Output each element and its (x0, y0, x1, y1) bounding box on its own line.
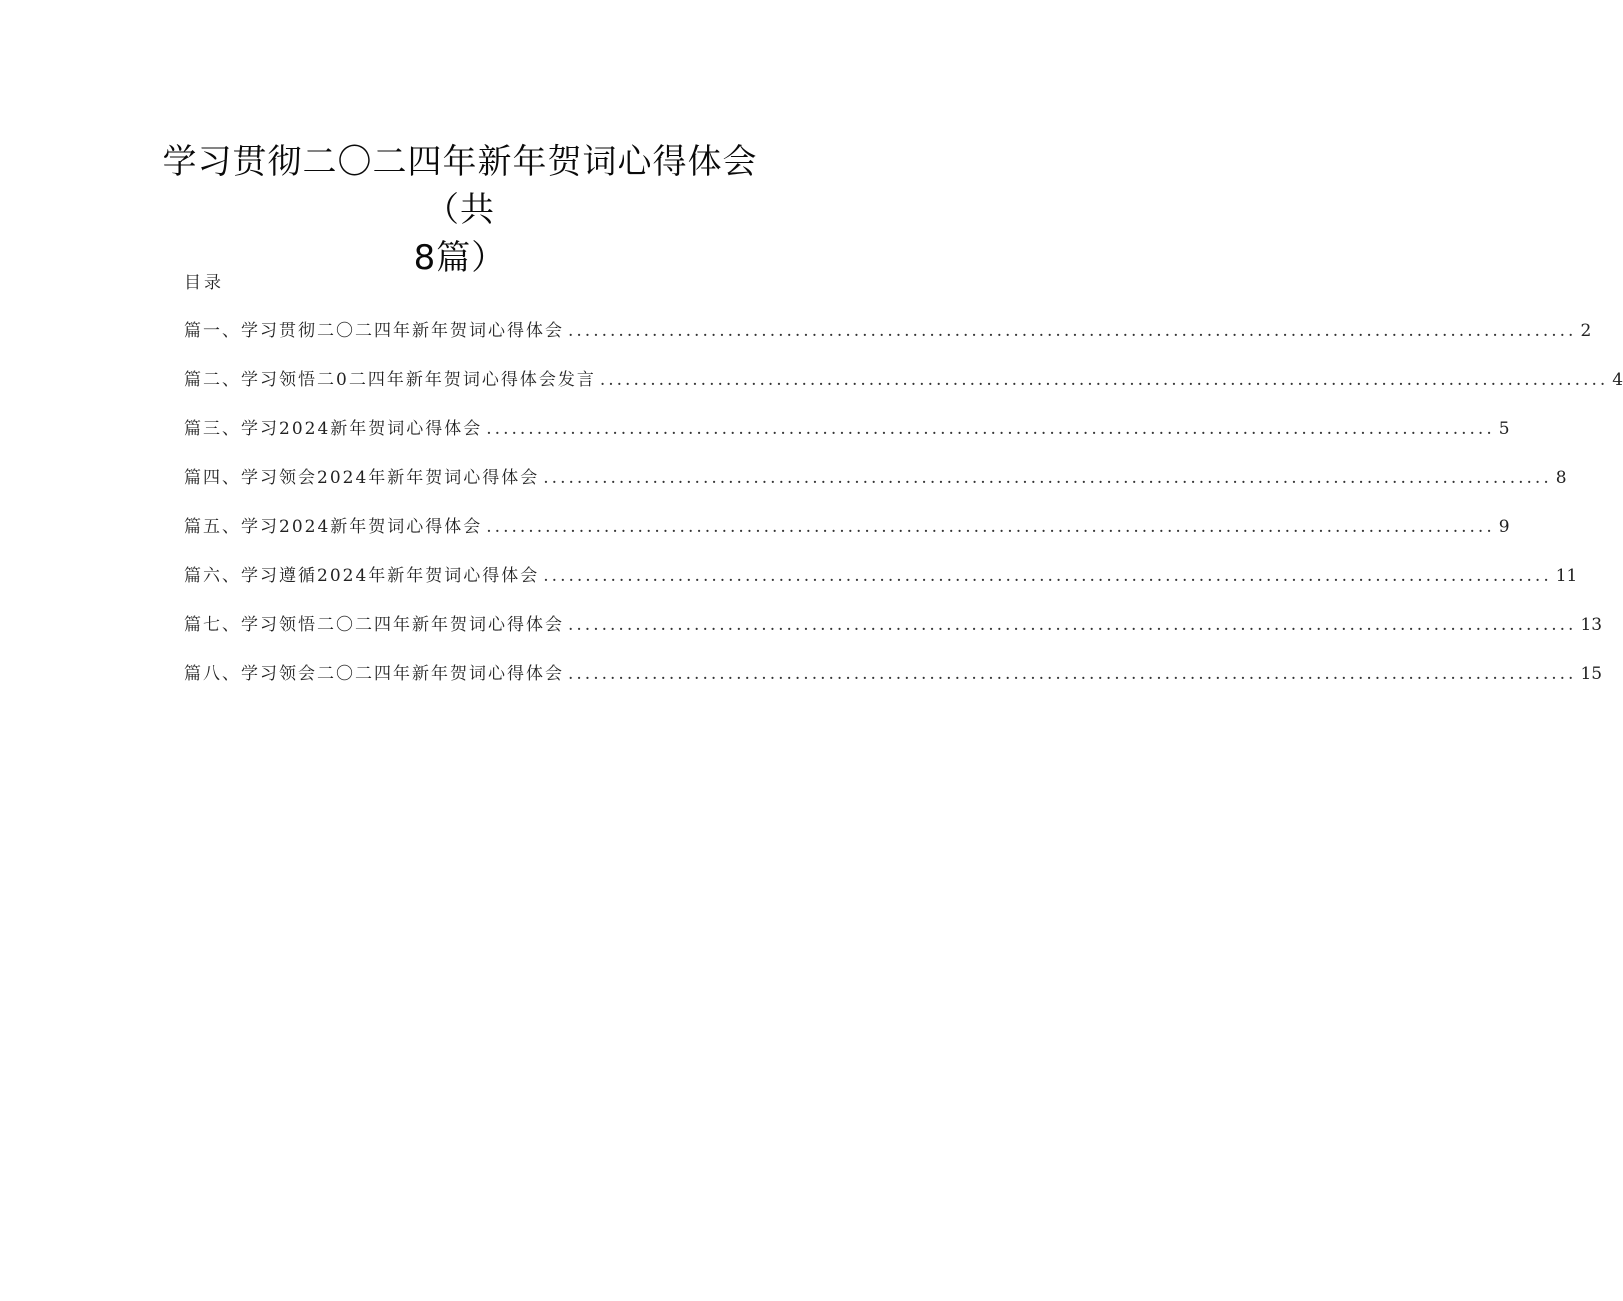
toc-item-label: 篇六、学习遵循2024年新年贺词心得体会 (184, 566, 540, 586)
toc-heading: 目录 (184, 273, 224, 293)
toc-dot-leader: ........................................................................................................................ (568, 615, 1577, 635)
toc-item-8[interactable] (184, 661, 1603, 710)
title-line-2: 8篇） (413, 238, 507, 278)
toc-item-page-number: 13 (1580, 615, 1603, 635)
toc-item-label: 篇二、学习领悟二0二四年新年贺词心得体会发言 (184, 370, 596, 390)
toc-item-page-number: 15 (1580, 664, 1603, 684)
toc-item-label: 篇八、学习领会二〇二四年新年贺词心得体会 (184, 664, 564, 684)
toc-item-label: 篇三、学习2024新年贺词心得体会 (184, 419, 483, 439)
toc-item-page-number: 2 (1580, 321, 1592, 341)
toc-item-label: 篇四、学习领会2024年新年贺词心得体会 (184, 468, 540, 488)
toc-dot-leader: ........................................................................................................................ (543, 566, 1552, 586)
toc-item-3[interactable] (184, 416, 1510, 465)
toc-item-label: 篇五、学习2024新年贺词心得体会 (184, 517, 483, 537)
toc-item-6[interactable] (184, 563, 1578, 612)
toc-dot-leader: ........................................................................................................................ (543, 468, 1552, 488)
toc-item-label: 篇一、学习贯彻二〇二四年新年贺词心得体会 (184, 321, 564, 341)
toc-dot-leader: ........................................................................................................................ (568, 321, 1577, 341)
toc-dot-leader: ........................................................................................................................ (568, 664, 1577, 684)
toc-item-page-number: 5 (1498, 419, 1510, 439)
title-line-1: 学习贯彻二〇二四年新年贺词心得体会（共 (162, 142, 758, 230)
toc-item-page-number: 11 (1555, 566, 1578, 586)
toc-item-page-number: 9 (1498, 517, 1510, 537)
toc-item-label: 篇七、学习领悟二〇二四年新年贺词心得体会 (184, 615, 564, 635)
toc-dot-leader: ........................................................................................................................ (599, 370, 1609, 390)
table-of-contents (184, 318, 1623, 710)
toc-item-4[interactable] (184, 465, 1567, 514)
toc-item-1[interactable] (184, 318, 1592, 367)
toc-item-page-number: 8 (1555, 468, 1567, 488)
toc-dot-leader: ........................................................................................................................ (486, 517, 1495, 537)
toc-item-5[interactable] (184, 514, 1510, 563)
toc-item-2[interactable] (184, 367, 1623, 416)
toc-item-page-number: 4 (1612, 370, 1623, 390)
toc-item-7[interactable] (184, 612, 1603, 661)
document-title (140, 138, 780, 282)
toc-dot-leader: ........................................................................................................................ (486, 419, 1495, 439)
